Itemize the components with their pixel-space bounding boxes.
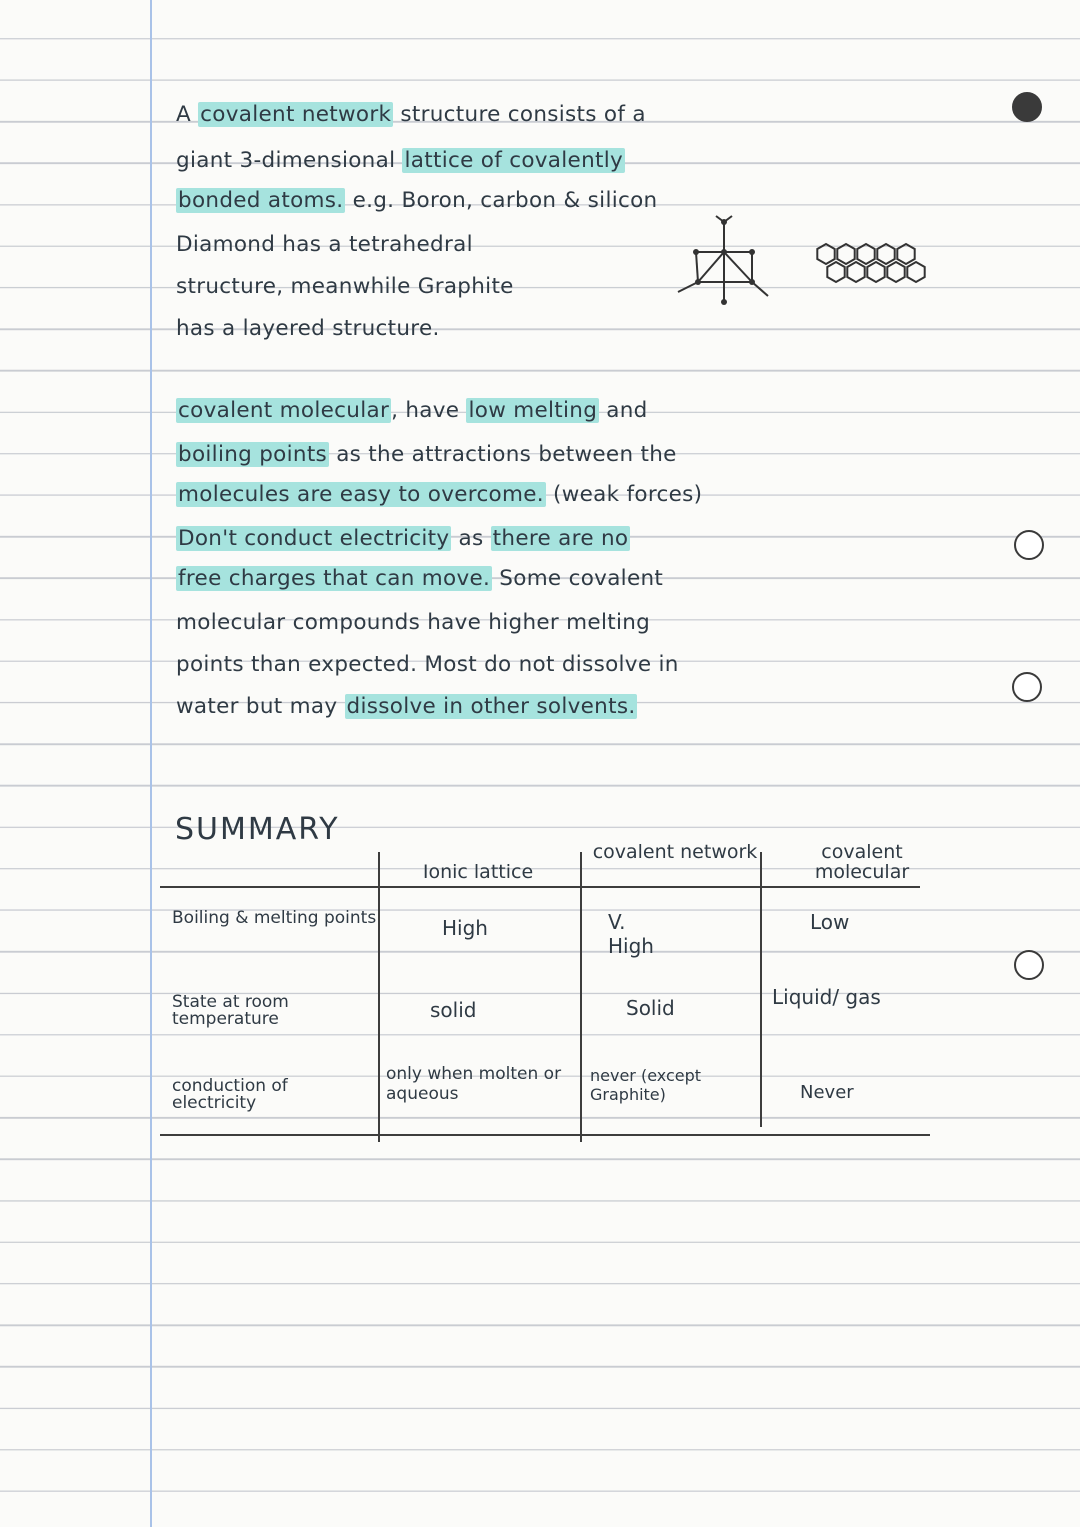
text-line: A covalent network structure consists of a — [176, 102, 646, 127]
row-label-state: State at room temperature — [172, 992, 289, 1029]
header-ionic-lattice: Ionic lattice — [422, 861, 534, 883]
table-divider — [580, 852, 582, 1142]
header-covalent-molecular: covalent molecular — [814, 841, 910, 883]
punch-hole — [1014, 950, 1044, 980]
text-line: points than expected. Most do not dissolve in — [176, 652, 679, 677]
text-line: free charges that can move. Some covalent — [178, 566, 664, 591]
table-rule — [160, 1134, 930, 1136]
text-line: Diamond has a tetrahedral — [176, 232, 473, 257]
margin-line — [150, 0, 152, 1527]
text-line: bonded atoms. e.g. Boron, carbon & silicon — [178, 188, 658, 213]
cell-network-boiling: V. High — [608, 910, 654, 958]
text-line: Don't conduct electricity as there are no — [178, 526, 629, 551]
header-covalent-network: covalent network — [592, 841, 758, 863]
text-line: structure, meanwhile Graphite — [176, 274, 514, 299]
cell-molecular-conduction: Never — [800, 1082, 854, 1103]
cell-molecular-state: Liquid/ gas — [772, 985, 881, 1009]
text-line: water but may dissolve in other solvents. — [176, 694, 636, 719]
text-line: giant 3-dimensional lattice of covalently — [176, 148, 624, 173]
table-divider — [378, 852, 380, 1142]
punch-hole — [1012, 672, 1042, 702]
punch-hole — [1012, 92, 1042, 122]
text-line: has a layered structure. — [176, 316, 440, 341]
graphite-structure-icon — [812, 240, 930, 302]
text-line: boiling points as the attractions between the — [178, 442, 677, 467]
diamond-structure-icon — [668, 212, 780, 312]
table-rule — [160, 886, 920, 888]
cell-network-state: Solid — [626, 996, 675, 1020]
row-label-boiling-melting: Boiling & melting points — [172, 908, 377, 928]
punch-hole — [1014, 530, 1044, 560]
text-line: molecules are easy to overcome. (weak forces) — [178, 482, 703, 507]
text-line: covalent molecular, have low melting and — [178, 398, 648, 423]
table-divider — [760, 852, 762, 1127]
cell-network-conduction: never (except Graphite) — [590, 1066, 702, 1104]
cell-ionic-conduction: only when molten or aqueous — [386, 1064, 562, 1104]
cell-ionic-state: solid — [430, 998, 477, 1022]
text-line: molecular compounds have higher melting — [176, 610, 651, 635]
cell-ionic-boiling: High — [442, 916, 488, 940]
summary-title: SUMMARY — [175, 812, 340, 847]
row-label-conduction: conduction of electricity — [172, 1076, 288, 1113]
cell-molecular-boiling: Low — [810, 910, 850, 934]
